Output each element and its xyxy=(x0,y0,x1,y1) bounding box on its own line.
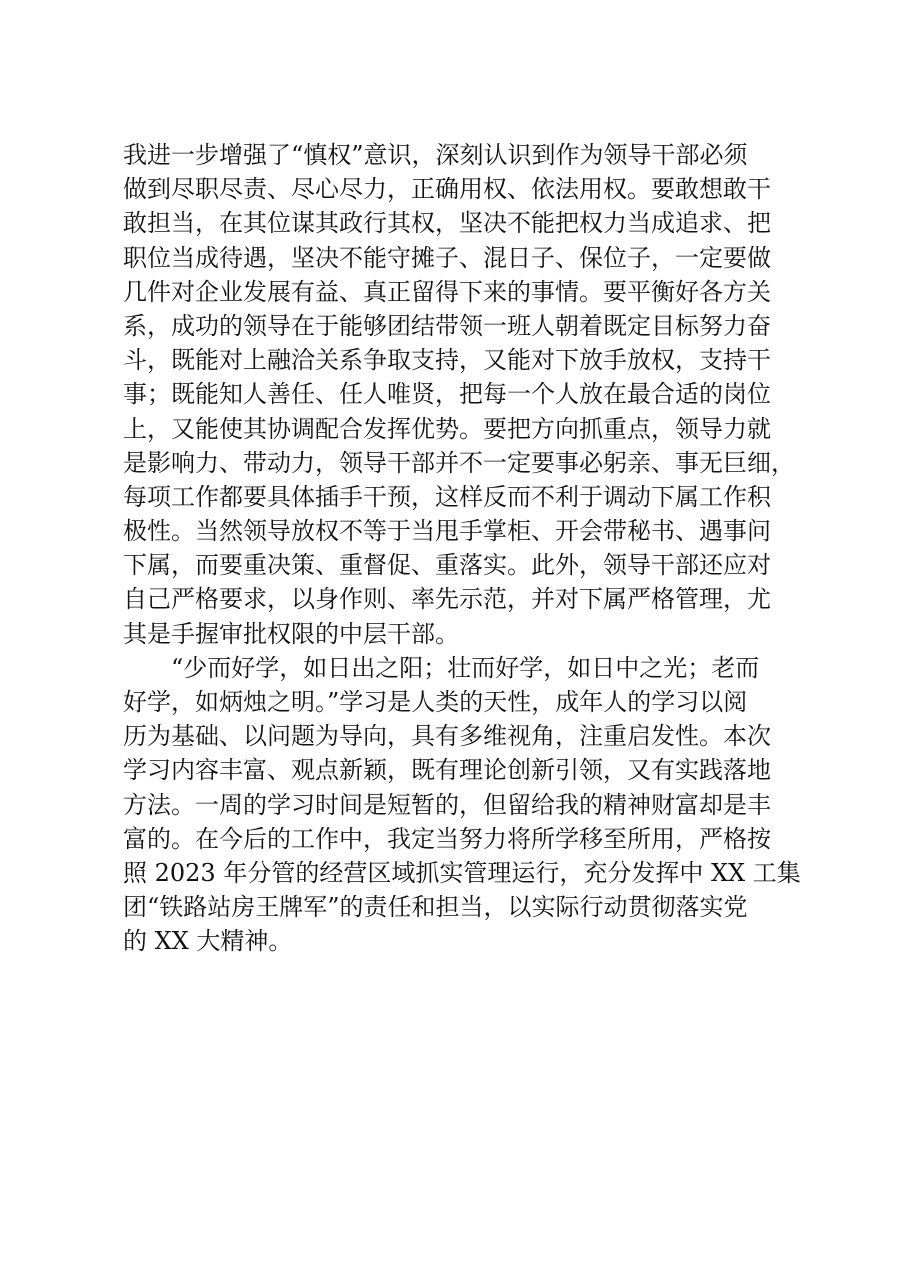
paragraph-2 xyxy=(123,651,803,959)
text-line: 职位当成待遇，坚决不能守摊子、混日子、保位子，一定要做 xyxy=(123,243,771,272)
text-line: 几件对企业发展有益、真正留得下来的事情。要平衡好各方关 xyxy=(123,277,771,306)
text-line: 团“铁路站房王牌军”的责任和担当，以实际行动贯彻落实党 xyxy=(123,893,748,922)
text-line: 系，成功的领导在于能够团结带领一班人朝着既定目标努力奋 xyxy=(123,311,771,340)
text-line: 富的。在今后的工作中，我定当努力将所学移至所用，严格按 xyxy=(123,824,771,853)
text-line: 其是手握审批权限的中层干部。 xyxy=(123,619,459,648)
text-line: 做到尽职尽责、尽心尽力，正确用权、依法用权。要敢想敢干 xyxy=(123,175,771,204)
text-line: 下属，而要重决策、重督促、重落实。此外，领导干部还应对 xyxy=(123,551,771,580)
text-line: 学习内容丰富、观点新颖，既有理论创新引领，又有实践落地 xyxy=(123,756,771,785)
document-body xyxy=(123,138,803,959)
text-line: 方法。一周的学习时间是短暂的，但留给我的精神财富却是丰 xyxy=(123,790,771,819)
text-line: 是影响力、带动力，领导干部并不一定要事必躬亲、事无巨细， xyxy=(123,448,795,477)
text-line: 事；既能知人善任、任人唯贤，把每一个人放在最合适的岗位 xyxy=(123,380,771,409)
paragraph-1 xyxy=(123,138,803,651)
text-line: 照 2023 年分管的经营区域抓实管理运行，充分发挥中 XX 工集 xyxy=(123,858,801,887)
text-line: “少而好学，如日出之阳；壮而好学，如日中之光；老而 xyxy=(171,653,760,682)
text-line: 自己严格要求，以身作则、率先示范，并对下属严格管理，尤 xyxy=(123,585,771,614)
text-line: 斗，既能对上融洽关系争取支持，又能对下放手放权，支持干 xyxy=(123,346,771,375)
text-line: 上，又能使其协调配合发挥优势。要把方向抓重点，领导力就 xyxy=(123,414,771,443)
text-line: 敢担当，在其位谋其政行其权，坚决不能把权力当成追求、把 xyxy=(123,209,771,238)
text-line: 的 XX 大精神。 xyxy=(123,927,293,956)
text-line: 好学，如炳烛之明。”学习是人类的天性，成年人的学习以阅 xyxy=(123,688,748,716)
text-line: 我进一步增强了“慎权”意识，深刻认识到作为领导干部必须 xyxy=(123,141,748,169)
text-line: 极性。当然领导放权不等于当甩手掌柜、开会带秘书、遇事问 xyxy=(123,517,771,546)
text-line: 每项工作都要具体插手干预，这样反而不利于调动下属工作积 xyxy=(123,482,771,511)
text-line: 历为基础、以问题为导向，具有多维视角，注重启发性。本次 xyxy=(123,722,771,751)
